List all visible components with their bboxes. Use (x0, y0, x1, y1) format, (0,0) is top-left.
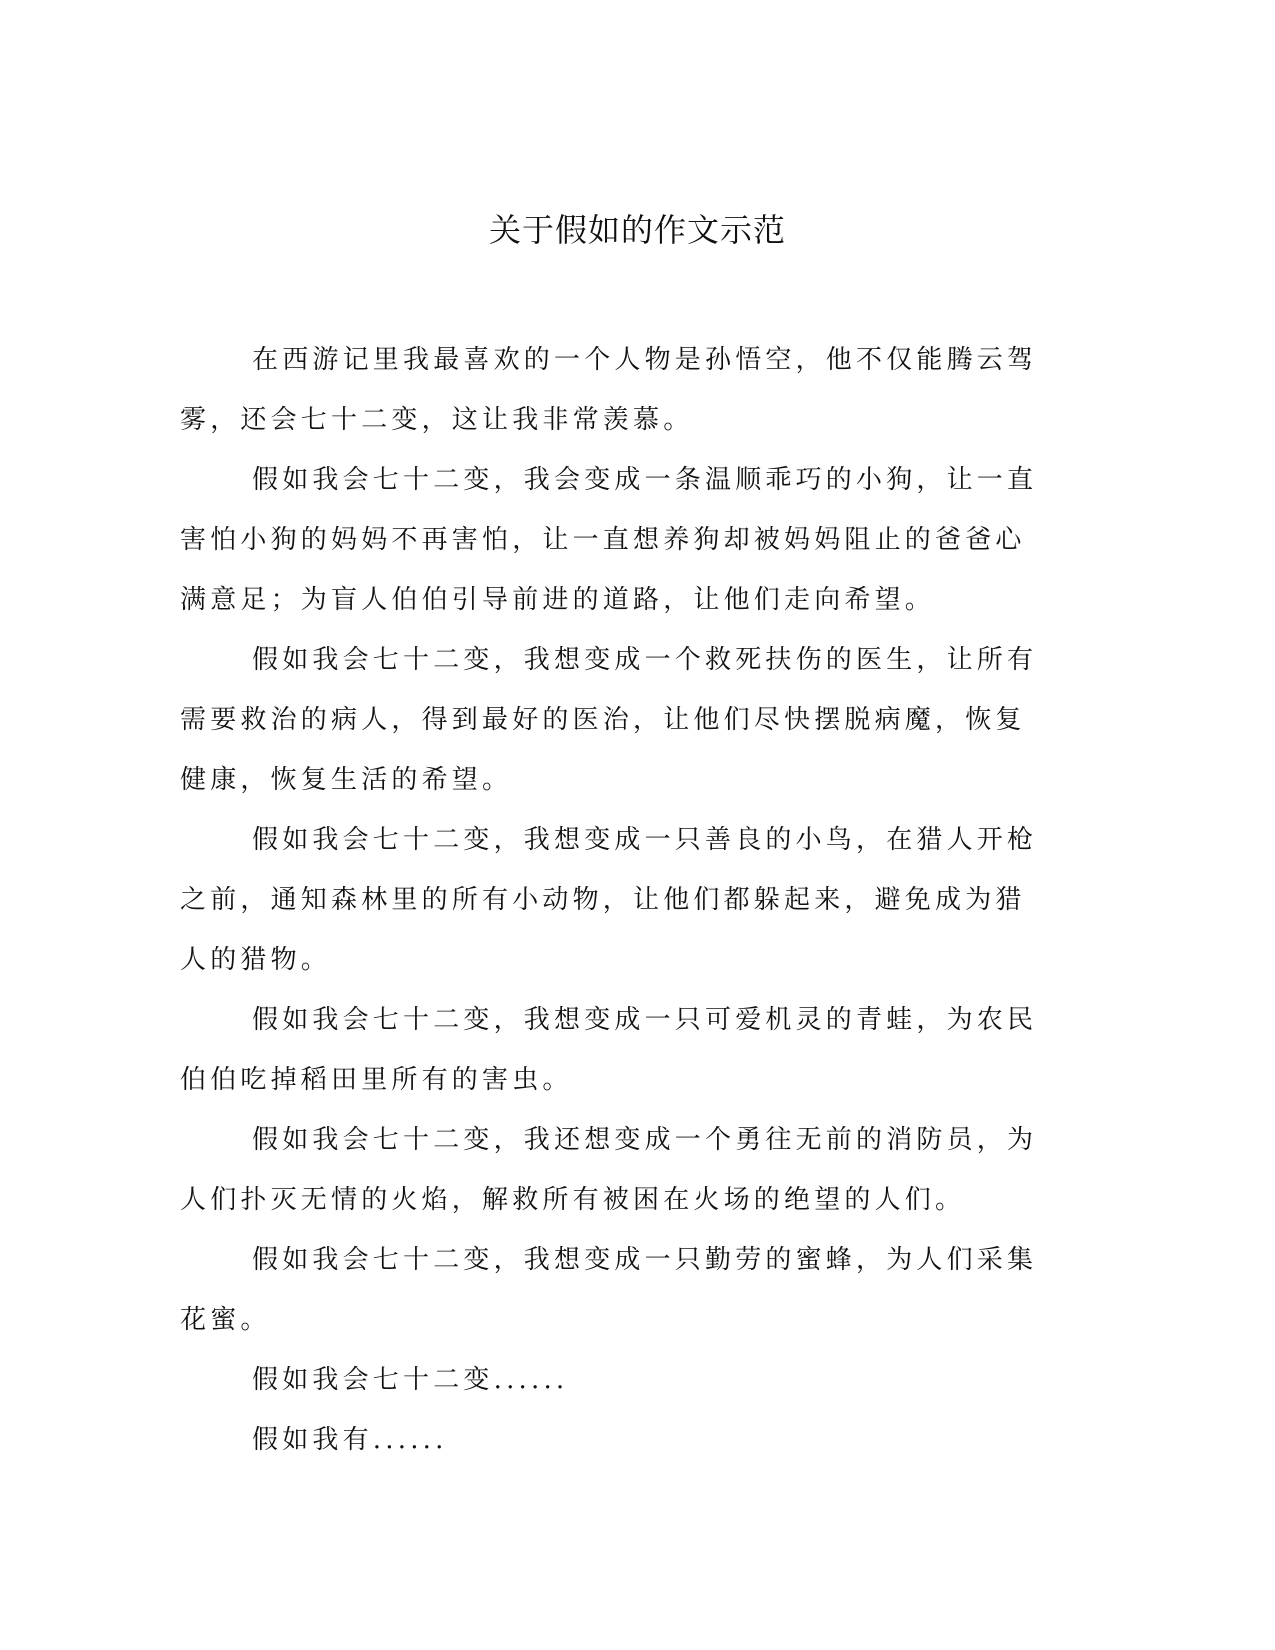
paragraph-9: 假如我有...... (252, 1425, 448, 1455)
paragraph-7: 假如我会七十二变，我想变成一只勤劳的蜜蜂，为人们采集花蜜。 (180, 1245, 1038, 1335)
paragraph-5: 假如我会七十二变，我想变成一只可爱机灵的青蛙，为农民伯伯吃掉稻田里所有的害虫。 (180, 1005, 1038, 1095)
paragraph-6: 假如我会七十二变，我还想变成一个勇往无前的消防员，为人们扑灭无情的火焰，解救所有被困在火场的绝望的人们。 (180, 1125, 1038, 1215)
paragraph-2: 假如我会七十二变，我会变成一条温顺乖巧的小狗，让一直害怕小狗的妈妈不再害怕，让一直想养狗却被妈妈阻止的爸爸心满意足；为盲人伯伯引导前进的道路，让他们走向希望。 (180, 465, 1038, 615)
paragraph-1: 在西游记里我最喜欢的一个人物是孙悟空，他不仅能腾云驾雾，还会七十二变，这让我非常羡慕。 (180, 345, 1038, 435)
document-body (180, 330, 1040, 1470)
paragraph-3: 假如我会七十二变，我想变成一个救死扶伤的医生，让所有需要救治的病人，得到最好的医治，让他们尽快摆脱病魔，恢复健康，恢复生活的希望。 (180, 645, 1038, 795)
paragraph-8: 假如我会七十二变...... (252, 1365, 569, 1395)
document-title: 关于假如的作文示范 (488, 211, 786, 249)
paragraph-4: 假如我会七十二变，我想变成一只善良的小鸟，在猎人开枪之前，通知森林里的所有小动物，让他们都躲起来，避免成为猎人的猎物。 (180, 825, 1038, 975)
